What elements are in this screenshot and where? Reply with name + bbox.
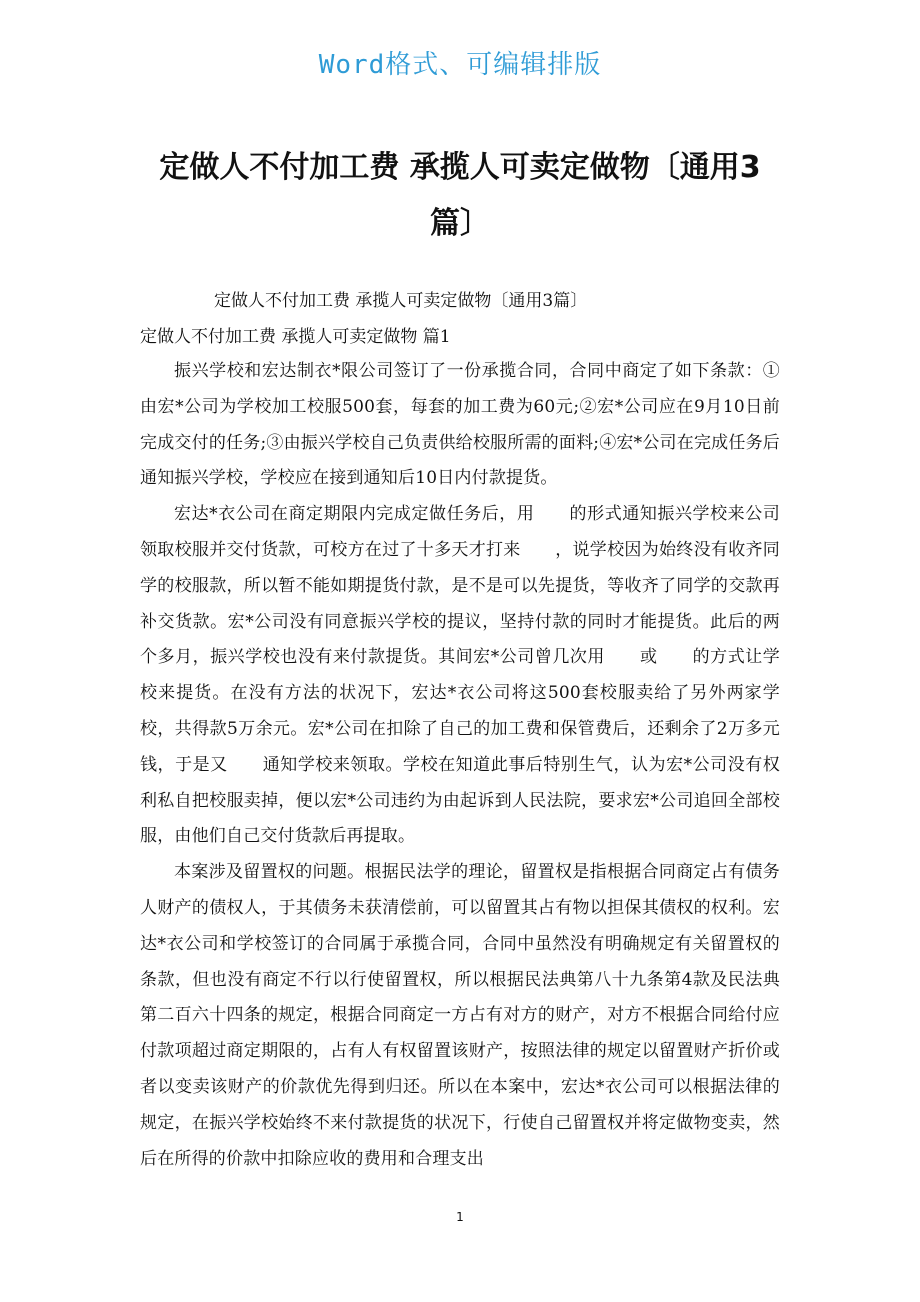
paragraph: 宏达*衣公司在商定期限内完成定做任务后，用 的形式通知振兴学校来公司领取校服并交付货款，可校方在过了十多天才打来 ，说学校因为始终没有收齐同学的校服款，所以暂不能如期提货付款，是不是可以先提货，等收齐了同学的交款再补交货款。宏*公司没有同意振兴学校的提议，坚持付款的同时才能提货。此后的两个多月，振兴学校也没有来付款提货。其间宏*公司曾几次用 或 的方式让学校来提货。在没有方法的状况下，宏达*衣公司将这500套校服卖给了另外两家学校，共得款5万余元。宏*公司在扣除了自己的加工费和保管费后，还剩余了2万多元钱，于是又 通知学校来领取。学校在知道此事后特别生气，认为宏*公司没有权利私自把校服卖掉，便以宏*公司违约为由起诉到人民法院，要求宏*公司追回全部校服，由他们自己交付货款后再提取。 [140, 504, 780, 847]
paragraph: 振兴学校和宏达制衣*限公司签订了一份承揽合同，合同中商定了如下条款：①由宏*公司为学校加工校服500套，每套的加工费为60元;②宏*公司应在9月10日前完成交付的任务;③由振兴学校自己负责供给校服所需的面料;④宏*公司在完成任务后通知振兴学校，学校应在接到通知后10日内付款提货。 [140, 361, 780, 489]
document-title: 定做人不付加工费 承揽人可卖定做物〔通用3篇〕 [159, 150, 761, 241]
page-header: Word格式、可编辑排版 [318, 50, 602, 80]
paragraph: 本案涉及留置权的问题。根据民法学的理论，留置权是指根据合同商定占有债务人财产的债权人，于其债务未获清偿前，可以留置其占有物以担保其债权的权利。宏达*衣公司和学校签订的合同属于承揽合同，合同中虽然没有明确规定有关留置权的条款，但也没有商定不行以行使留置权，所以根据民法典第八十九条第4款及民法典第二百六十四条的规定，根据合同商定一方占有对方的财产，对方不根据合同给付应付款项超过商定期限的，占有人有权留置该财产，按照法律的规定以留置财产折价或者以变卖该财产的价款优先得到归还。所以在本案中，宏达*衣公司可以根据法律的规定，在振兴学校始终不来付款提货的状况下，行使自己留置权并将定做物变卖，然后在所得的价款中扣除应收的费用和合理支出 [140, 862, 780, 1169]
document-body [140, 354, 780, 1177]
section-heading: 定做人不付加工费 承揽人可卖定做物 篇1 [140, 327, 451, 347]
document-subtitle: 定做人不付加工费 承揽人可卖定做物〔通用3篇〕 [214, 291, 588, 311]
page-number: 1 [456, 1210, 464, 1224]
